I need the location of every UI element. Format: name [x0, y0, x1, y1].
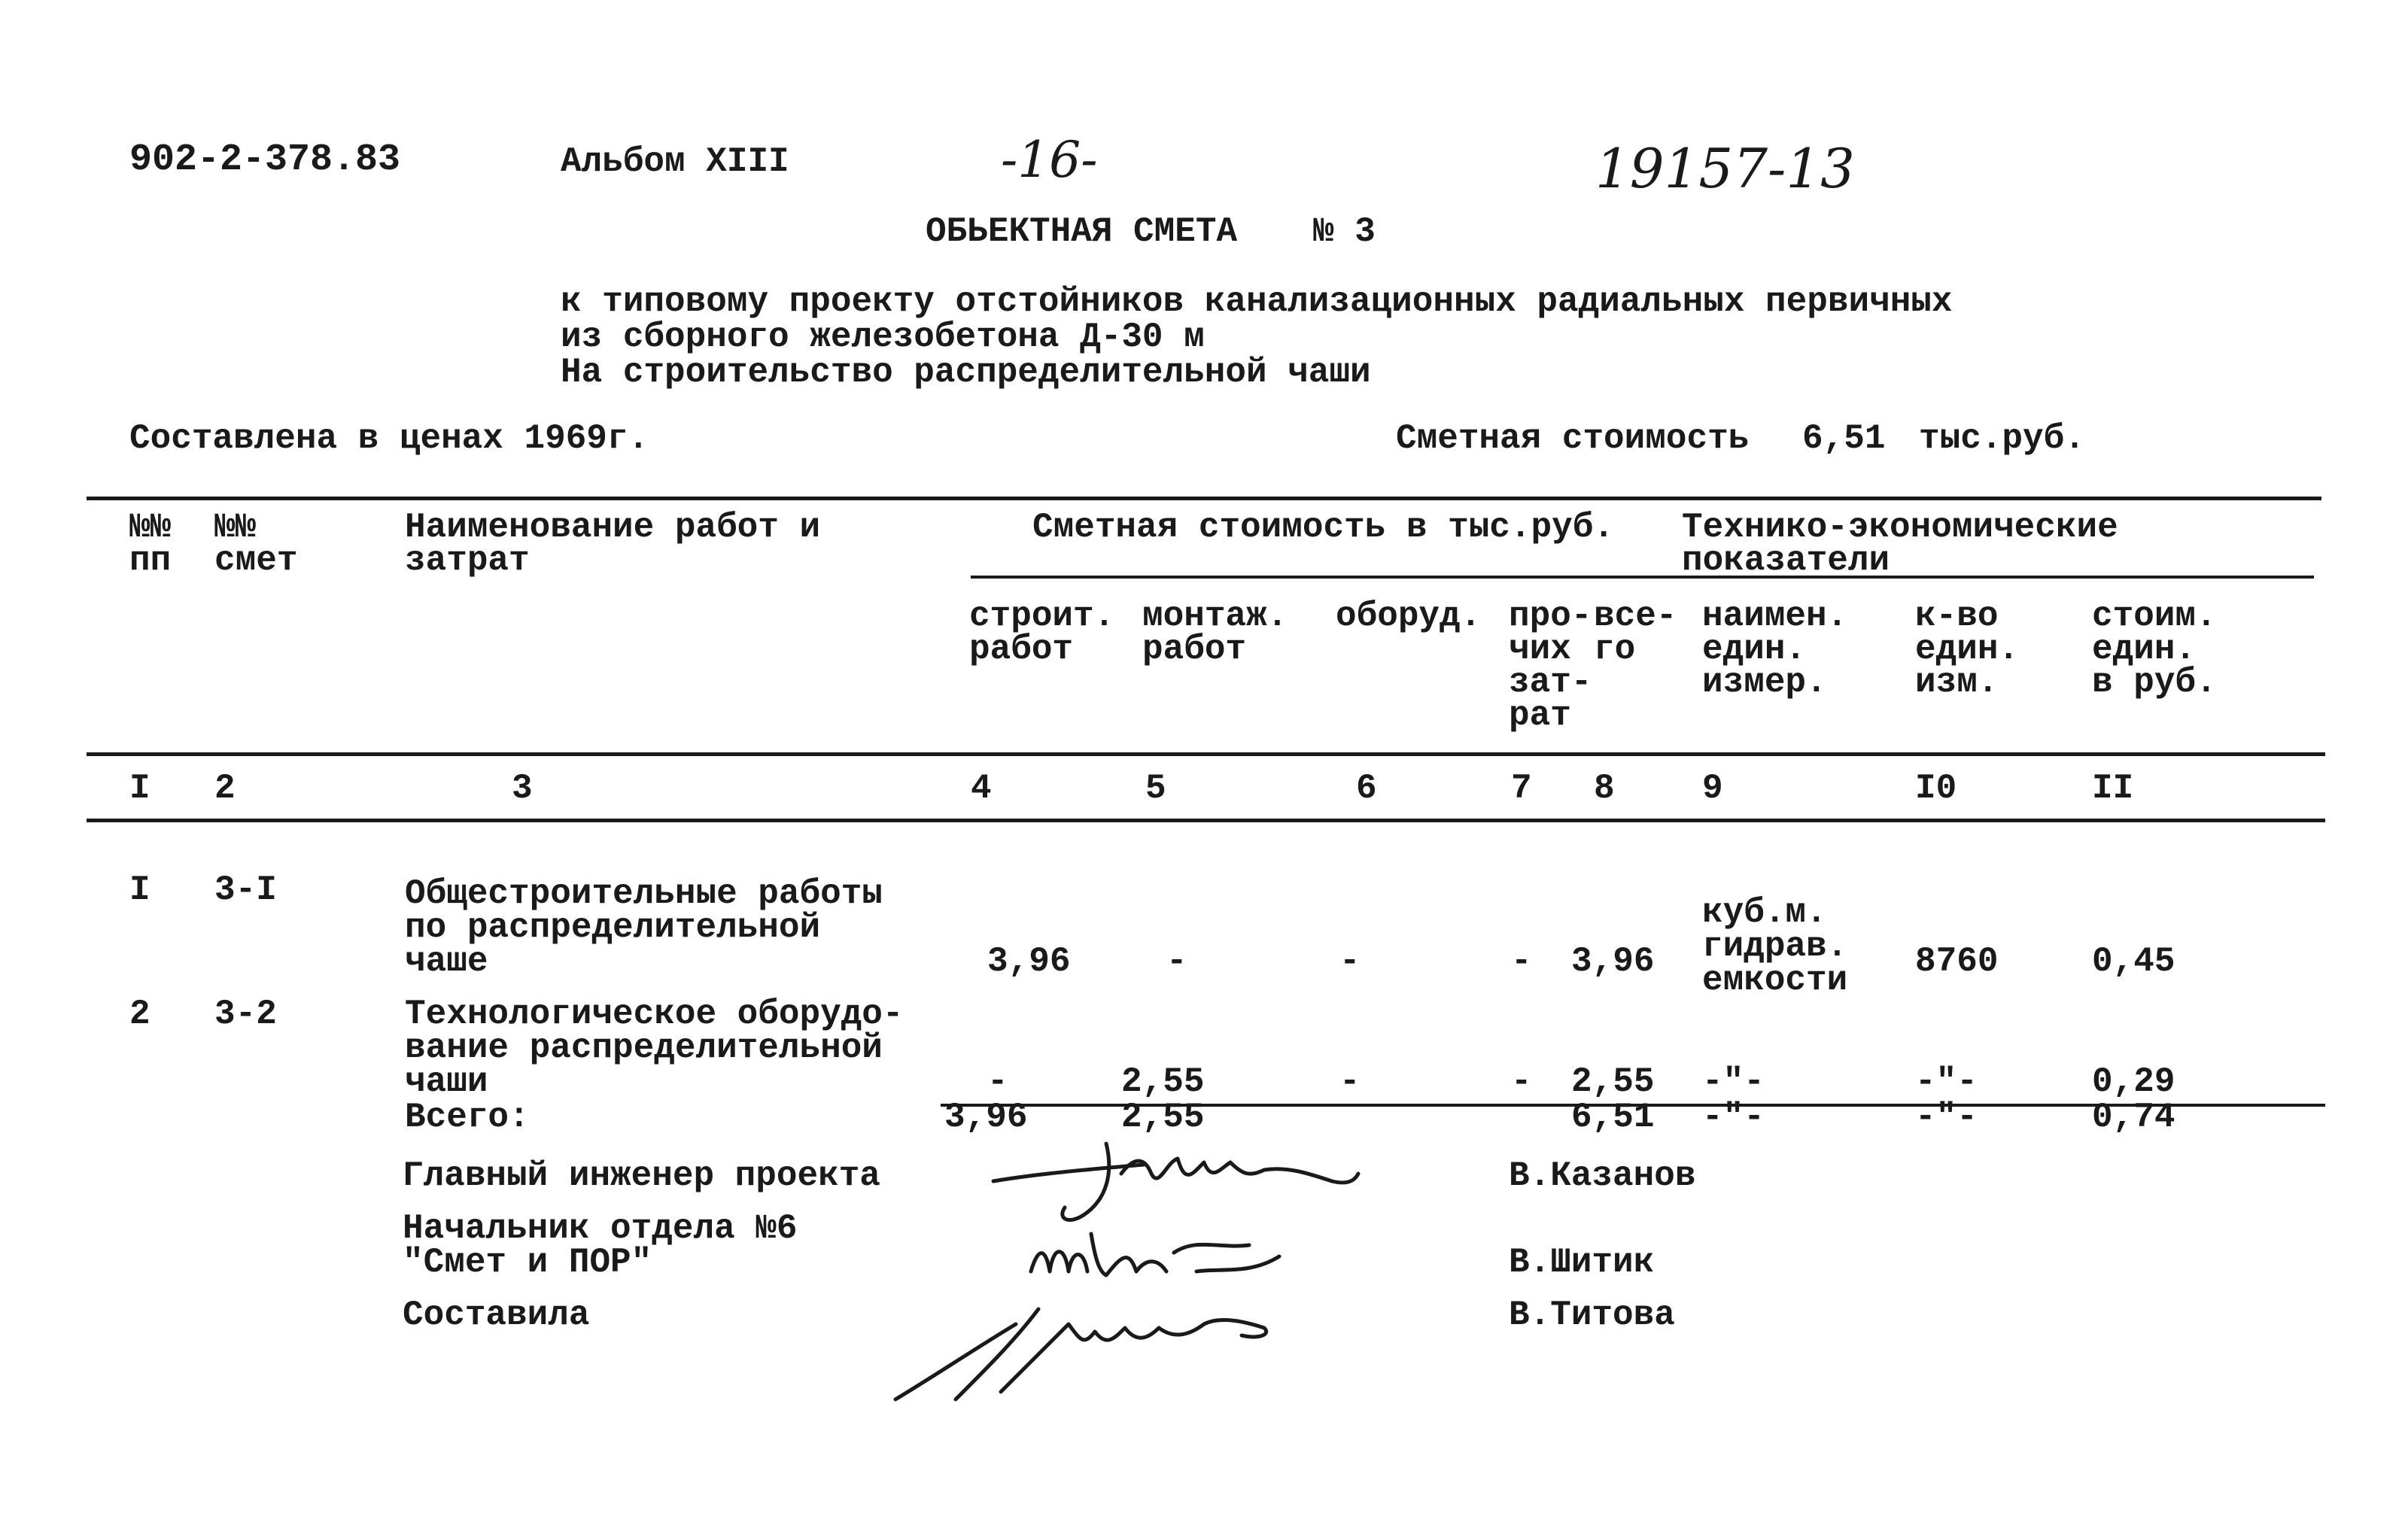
- row-other: -: [1511, 942, 1532, 981]
- signature-shitik-image: [1023, 1226, 1294, 1294]
- row-total: 2,55: [1571, 1062, 1655, 1101]
- signer-role: Главный инженер проекта: [403, 1156, 880, 1195]
- header-name-line2: затрат: [405, 541, 530, 580]
- header-other-line4: рат: [1509, 696, 1571, 735]
- subtitle-line-1: к типовому проекту отстойников канализационных радиальных первичных: [561, 282, 1953, 321]
- header-num-line2: пп: [129, 541, 172, 580]
- column-number: 9: [1702, 769, 1723, 808]
- header-qty-line3: изм.: [1915, 663, 1999, 702]
- header-unit-line1: наимен.: [1702, 597, 1848, 636]
- document-title: ОБЬЕКТНАЯ СМЕТА: [926, 212, 1238, 251]
- row-smeta: 3-I: [214, 870, 277, 910]
- total-mount: 2,55: [1121, 1098, 1205, 1137]
- header-total-line1: все-: [1594, 597, 1677, 636]
- row-name-line2: вание распределительной: [405, 1028, 883, 1068]
- table-top-rule: [87, 497, 2321, 500]
- header-unit-line3: измер.: [1702, 663, 1827, 702]
- row-name-line3: чаши: [405, 1062, 488, 1101]
- signer-name: В.Титова: [1509, 1296, 1675, 1335]
- album-label: Альбом XIII: [561, 142, 789, 181]
- row-unit-cost: 0,29: [2092, 1062, 2175, 1101]
- row-num: I: [129, 870, 150, 910]
- row-num: 2: [129, 995, 150, 1034]
- row-smeta: 3-2: [214, 995, 277, 1034]
- row-qty: -"-: [1915, 1062, 1978, 1101]
- row-qty: 8760: [1915, 942, 1999, 981]
- row-mount: -: [1166, 942, 1187, 981]
- estimate-number: № 3: [1313, 212, 1376, 251]
- header-smeta-line2: смет: [214, 541, 298, 580]
- cost-label: Сметная стоимость: [1396, 419, 1750, 458]
- table-header-rule: [87, 752, 2325, 756]
- column-number: 8: [1594, 769, 1615, 808]
- row-unit: -"-: [1702, 1062, 1765, 1101]
- row-equip: -: [1339, 942, 1361, 981]
- row-unit-line3: емкости: [1702, 961, 1848, 1000]
- table-group-rule: [971, 576, 2314, 579]
- row-name-line1: Технологическое оборудо-: [405, 995, 904, 1034]
- row-unit-cost: 0,45: [2092, 942, 2175, 981]
- column-number: 2: [214, 769, 236, 808]
- header-num-line1: №№: [129, 508, 172, 547]
- row-other: -: [1511, 1062, 1532, 1101]
- signer-role: Составила: [403, 1296, 590, 1335]
- total-label: Всего:: [405, 1098, 530, 1137]
- header-smeta-line1: №№: [214, 508, 257, 547]
- column-number: 6: [1356, 769, 1377, 808]
- header-name-line1: Наименование работ и: [405, 508, 821, 547]
- header-unit-line2: един.: [1702, 630, 1807, 669]
- total-qty: -"-: [1915, 1098, 1978, 1137]
- row-name-line1: Общестроительные работы: [405, 874, 883, 913]
- header-unitcost-line3: в руб.: [2092, 663, 2217, 702]
- row-total: 3,96: [1571, 942, 1655, 981]
- header-unitcost-line2: един.: [2092, 630, 2197, 669]
- page-number: -16-: [1001, 131, 1098, 189]
- header-qty-line1: к-во: [1915, 597, 1999, 636]
- header-equip: оборуд.: [1336, 597, 1482, 636]
- column-number: 4: [971, 769, 992, 808]
- header-tech-group-line1: Технико-экономические: [1682, 508, 2118, 547]
- row-name-line3: чаше: [405, 942, 488, 981]
- header-build-line1: строит.: [969, 597, 1115, 636]
- total-build: 3,96: [944, 1098, 1028, 1137]
- doc-number: 902-2-378.83: [129, 138, 401, 181]
- subtitle-line-3: На строительство распределительной чаши: [561, 353, 1371, 392]
- cost-unit: тыс.руб.: [1919, 419, 2085, 458]
- header-mount-line1: монтаж.: [1142, 597, 1288, 636]
- row-equip: -: [1339, 1062, 1361, 1101]
- column-number: I: [129, 769, 150, 808]
- signature-kazanov-image: [993, 1129, 1385, 1226]
- header-qty-line2: един.: [1915, 630, 2020, 669]
- column-number: I0: [1915, 769, 1957, 808]
- row-name-line2: по распределительной: [405, 908, 821, 947]
- row-mount: 2,55: [1121, 1062, 1205, 1101]
- total-total: 6,51: [1571, 1098, 1655, 1137]
- column-number: 5: [1145, 769, 1166, 808]
- cost-value: 6,51: [1802, 419, 1886, 458]
- price-basis: Составлена в ценах 1969г.: [129, 419, 649, 458]
- header-cost-group: Сметная стоимость в тыс.руб.: [1032, 508, 1614, 547]
- row-build: -: [987, 1062, 1008, 1101]
- signer-role-line1: Начальник отдела №6: [403, 1209, 798, 1248]
- header-unitcost-line1: стоим.: [2092, 597, 2217, 636]
- signer-role-line2: "Смет и ПОР": [403, 1243, 652, 1282]
- total-unit: -"-: [1702, 1098, 1765, 1137]
- signature-titova-image: [888, 1294, 1294, 1407]
- header-mount-line2: работ: [1142, 630, 1247, 669]
- column-number: 7: [1511, 769, 1532, 808]
- header-total-line2: го: [1594, 630, 1636, 669]
- header-other-line3: зат-: [1509, 663, 1592, 702]
- row-build: 3,96: [987, 942, 1071, 981]
- registry-number: 19157-13: [1595, 137, 1855, 200]
- column-number: II: [2092, 769, 2134, 808]
- header-tech-group-line2: показатели: [1682, 541, 1890, 580]
- row-unit-line2: гидрав.: [1702, 927, 1848, 966]
- signer-name: В.Казанов: [1509, 1156, 1696, 1195]
- column-number: 3: [512, 769, 533, 808]
- total-unit-cost: 0,74: [2092, 1098, 2175, 1137]
- header-other-line2: чих: [1509, 630, 1571, 669]
- table-numbers-rule: [87, 819, 2325, 822]
- header-other-line1: про-: [1509, 597, 1592, 636]
- row-unit-line1: куб.м.: [1702, 893, 1827, 932]
- subtitle-line-2: из сборного железобетона Д-30 м: [561, 317, 1205, 357]
- signer-name: В.Шитик: [1509, 1243, 1655, 1282]
- header-build-line2: работ: [969, 630, 1074, 669]
